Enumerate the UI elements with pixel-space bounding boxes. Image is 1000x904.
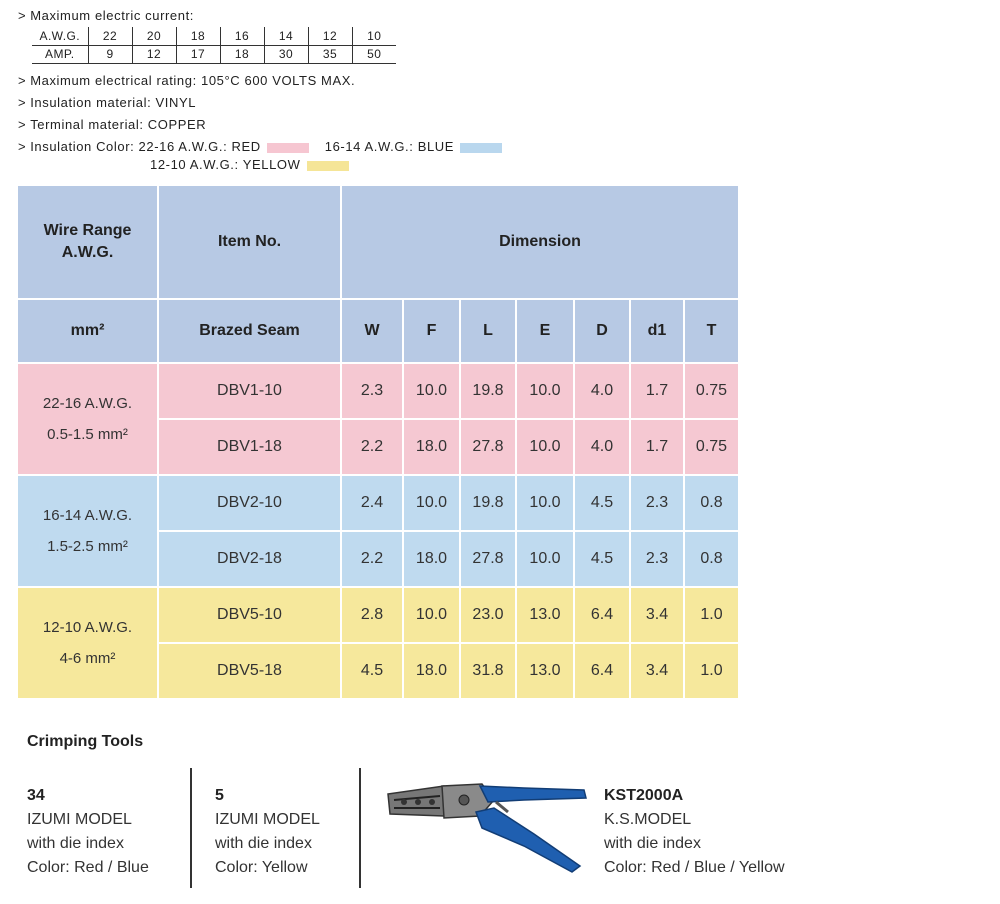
dim-cell: 4.0 xyxy=(575,420,631,476)
wire-range-mm: 4-6 mm² xyxy=(59,650,116,667)
tool-color: Color: Red / Blue xyxy=(27,859,149,876)
wire-range-cell xyxy=(18,476,159,588)
dim-cell: 19.8 xyxy=(461,476,517,532)
dim-cell: 6.4 xyxy=(575,588,631,644)
current-awg-label: A.W.G. xyxy=(32,27,88,45)
dim-cell: 19.8 xyxy=(461,364,517,420)
dim-cell: 27.8 xyxy=(461,420,517,476)
col-header-t: T xyxy=(685,300,738,364)
dim-cell: 4.5 xyxy=(575,476,631,532)
dim-cell: 23.0 xyxy=(461,588,517,644)
wire-range-awg: 16-14 A.W.G. xyxy=(42,507,133,524)
divider xyxy=(359,768,361,888)
spec-terminal-material xyxy=(18,117,206,132)
dim-cell: 18.0 xyxy=(404,420,461,476)
col-header-w: W xyxy=(342,300,404,364)
dim-cell: 1.7 xyxy=(631,420,685,476)
awg-value: 14 xyxy=(264,27,308,45)
tool-model: IZUMI MODEL xyxy=(27,811,132,828)
dim-cell: 3.4 xyxy=(631,588,685,644)
spec-current-label xyxy=(18,8,194,23)
tool-desc: with die index xyxy=(27,835,124,852)
dim-cell: 2.3 xyxy=(342,364,404,420)
header-row-2 xyxy=(18,300,738,364)
mm2-header: mm² xyxy=(18,300,159,364)
bullet-gt: > xyxy=(18,73,27,88)
awg-value: 10 xyxy=(352,27,396,45)
wire-range-mm: 0.5-1.5 mm² xyxy=(47,426,128,443)
item-no-cell: DBV1-18 xyxy=(159,420,342,476)
amp-value: 9 xyxy=(88,45,132,63)
item-no-cell: DBV5-10 xyxy=(159,588,342,644)
dim-cell: 0.8 xyxy=(685,532,738,588)
item-no-cell: DBV2-10 xyxy=(159,476,342,532)
tool-number: 34 xyxy=(27,787,45,804)
header-row-1 xyxy=(18,186,738,300)
item-no-header: Item No. xyxy=(159,186,342,300)
red-swatch xyxy=(267,143,309,153)
dim-cell: 2.3 xyxy=(631,532,685,588)
dim-cell: 18.0 xyxy=(404,644,461,700)
current-table-awg-row xyxy=(32,27,396,45)
wire-range-header xyxy=(18,186,159,300)
amp-value: 50 xyxy=(352,45,396,63)
spec-terminal-material-text: Terminal material: COPPER xyxy=(30,117,207,132)
dim-cell: 10.0 xyxy=(517,476,575,532)
wire-range-mm: 1.5-2.5 mm² xyxy=(47,538,128,555)
dim-cell: 2.2 xyxy=(342,420,404,476)
tool-izumi-34 xyxy=(27,784,149,880)
dim-cell: 10.0 xyxy=(404,364,461,420)
spec-current-text: Maximum electric current: xyxy=(30,8,195,23)
dim-cell: 4.5 xyxy=(342,644,404,700)
spec-insulation-color-yellow-line xyxy=(150,157,349,172)
blue-swatch xyxy=(460,143,502,153)
dim-cell: 10.0 xyxy=(517,420,575,476)
spec-insulation-color-yellow: 12-10 A.W.G.: YELLOW xyxy=(150,157,301,172)
tool-ks-kst2000a xyxy=(604,784,785,880)
dim-cell: 2.8 xyxy=(342,588,404,644)
dim-cell: 18.0 xyxy=(404,532,461,588)
item-no-cell: DBV5-18 xyxy=(159,644,342,700)
col-header-d: D xyxy=(575,300,631,364)
spec-rating xyxy=(18,73,355,88)
col-header-e: E xyxy=(517,300,575,364)
table-row xyxy=(18,364,738,420)
tool-number: KST2000A xyxy=(604,787,684,804)
dim-cell: 6.4 xyxy=(575,644,631,700)
dim-cell: 3.4 xyxy=(631,644,685,700)
dim-cell: 0.75 xyxy=(685,364,738,420)
col-header-f: F xyxy=(404,300,461,364)
wire-range-awg: 22-16 A.W.G. xyxy=(42,395,133,412)
bullet-gt: > xyxy=(18,8,27,23)
dim-cell: 27.8 xyxy=(461,532,517,588)
dim-cell: 10.0 xyxy=(517,364,575,420)
tool-color: Color: Red / Blue / Yellow xyxy=(604,859,785,876)
amp-value: 30 xyxy=(264,45,308,63)
table-row xyxy=(18,476,738,532)
dim-cell: 0.8 xyxy=(685,476,738,532)
wire-range-cell xyxy=(18,364,159,476)
tool-color: Color: Yellow xyxy=(215,859,308,876)
current-table-amp-row xyxy=(32,45,396,63)
tool-desc: with die index xyxy=(215,835,312,852)
tool-model: K.S.MODEL xyxy=(604,811,692,828)
bullet-gt: > xyxy=(18,139,27,154)
spec-insulation-color xyxy=(18,139,502,154)
spec-insulation-color-blue: 16-14 A.W.G.: BLUE xyxy=(324,139,455,154)
item-no-cell: DBV2-18 xyxy=(159,532,342,588)
tool-izumi-5 xyxy=(215,784,320,880)
table-row xyxy=(18,588,738,644)
dimension-header: Dimension xyxy=(342,186,738,300)
awg-value: 20 xyxy=(132,27,176,45)
dim-cell: 1.0 xyxy=(685,644,738,700)
bullet-gt: > xyxy=(18,117,27,132)
current-amp-label: AMP. xyxy=(32,45,88,63)
current-table xyxy=(32,27,396,64)
dim-cell: 1.0 xyxy=(685,588,738,644)
bullet-gt: > xyxy=(18,95,27,110)
dim-cell: 10.0 xyxy=(404,588,461,644)
wire-range-awg: 12-10 A.W.G. xyxy=(42,619,133,636)
wire-range-cell xyxy=(18,588,159,700)
tool-model: IZUMI MODEL xyxy=(215,811,320,828)
col-header-l: L xyxy=(461,300,517,364)
amp-value: 12 xyxy=(132,45,176,63)
col-header-d1: d1 xyxy=(631,300,685,364)
dim-cell: 0.75 xyxy=(685,420,738,476)
dim-cell: 10.0 xyxy=(404,476,461,532)
dim-cell: 10.0 xyxy=(517,532,575,588)
dim-cell: 2.3 xyxy=(631,476,685,532)
awg-value: 18 xyxy=(176,27,220,45)
amp-value: 17 xyxy=(176,45,220,63)
dim-cell: 1.7 xyxy=(631,364,685,420)
tool-desc: with die index xyxy=(604,835,701,852)
wire-range-header-line2: A.W.G. xyxy=(61,244,114,261)
divider xyxy=(190,768,192,888)
spec-insulation-material xyxy=(18,95,196,110)
awg-value: 22 xyxy=(88,27,132,45)
wire-range-header-line1: Wire Range xyxy=(43,222,132,239)
dim-cell: 13.0 xyxy=(517,644,575,700)
item-no-cell: DBV1-10 xyxy=(159,364,342,420)
spec-insulation-color-red: Insulation Color: 22-16 A.W.G.: RED xyxy=(30,139,261,154)
dim-cell: 13.0 xyxy=(517,588,575,644)
spec-rating-text: Maximum electrical rating: 105°C 600 VOLTS MAX. xyxy=(30,73,356,88)
dim-cell: 2.4 xyxy=(342,476,404,532)
tool-number: 5 xyxy=(215,787,224,804)
spec-insulation-material-text: Insulation material: VINYL xyxy=(30,95,197,110)
awg-value: 16 xyxy=(220,27,264,45)
dim-cell: 4.5 xyxy=(575,532,631,588)
brazed-seam-header: Brazed Seam xyxy=(159,300,342,364)
amp-value: 18 xyxy=(220,45,264,63)
dimension-table xyxy=(18,186,738,700)
amp-value: 35 xyxy=(308,45,352,63)
crimping-tools-title: Crimping Tools xyxy=(27,733,144,750)
dim-cell: 4.0 xyxy=(575,364,631,420)
crimping-plier-image xyxy=(384,772,589,877)
yellow-swatch xyxy=(307,161,349,171)
awg-value: 12 xyxy=(308,27,352,45)
dim-cell: 31.8 xyxy=(461,644,517,700)
dim-cell: 2.2 xyxy=(342,532,404,588)
